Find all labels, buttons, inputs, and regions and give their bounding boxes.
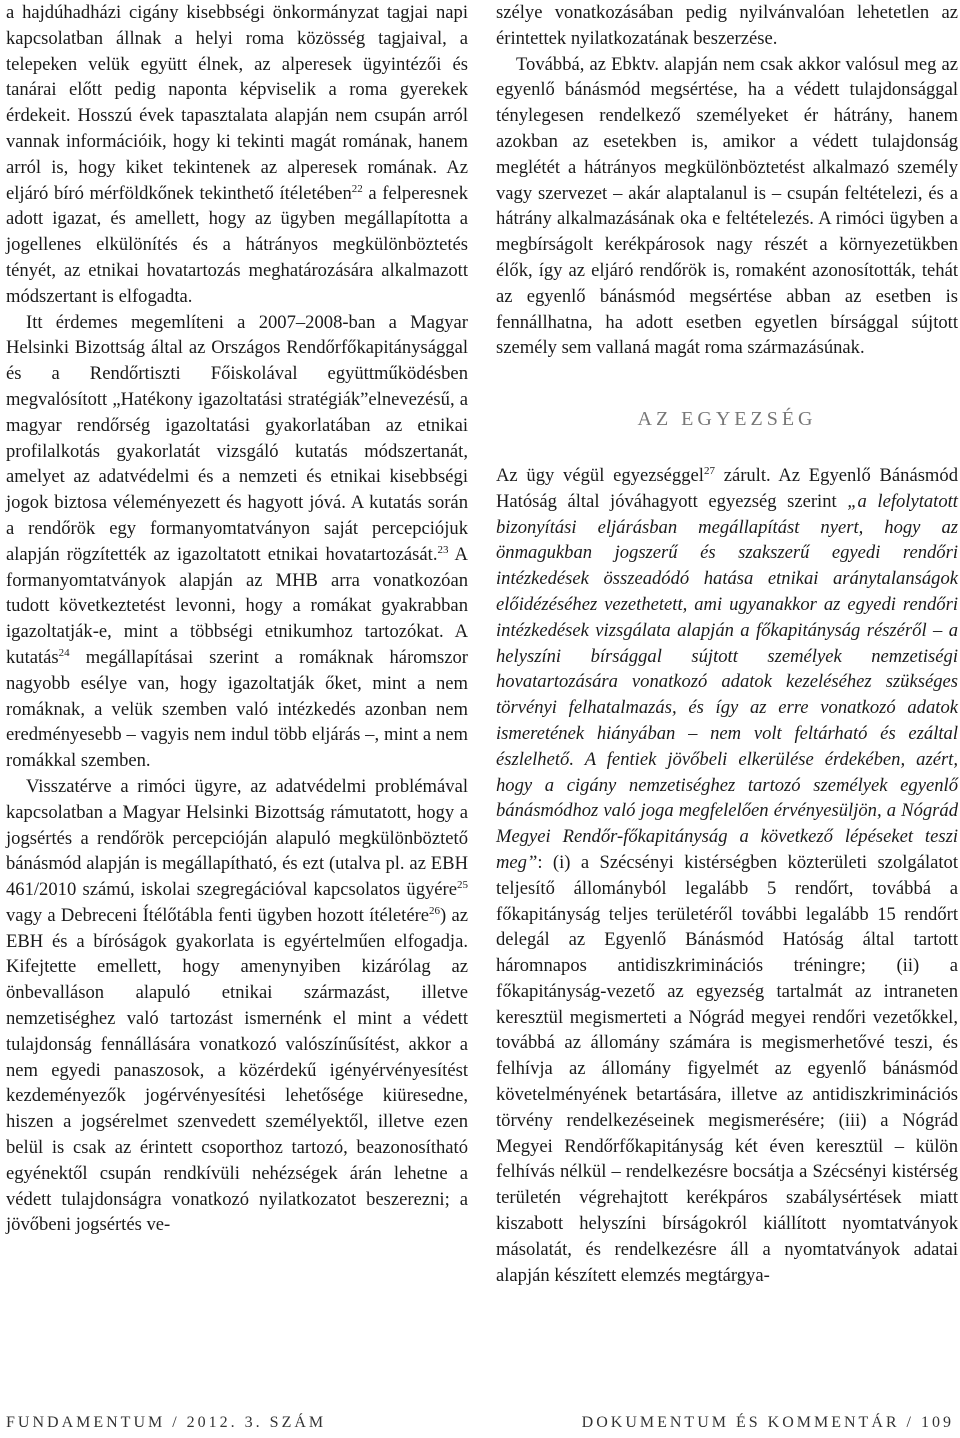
text-run: vagy a Debreceni Ítélőtábla fenti ügyben hozott ítéletére	[6, 904, 430, 926]
paragraph	[496, 463, 958, 1289]
footnote-ref[interactable]: 23	[437, 543, 449, 556]
text-run: : (i) a Szécsényi kistérségben közterületi szolgálatot teljesítő állományból legalább 5 rendőrt, továbbá a főkapitányság teljes területéről további legalább 15 rendőrt delegál az Egyenlő Bánásmód Hatóság által tartott háromnapos antidiszkriminációs tréningre; (ii) a főkapitányság-vezető az egyezség tartalmát az intraneten keresztül megismerteti a Nógrád megyei rendőri vezetőkkel, továbbá az állomány számára is megismerhetővé teszi, és felhívja az állomány figyelmét az egyenlő bánásmód követelményének betartására, illetve az antidiszkriminációs törvény rendelkezéseinek megismerésére; (iii) a Nógrád Megyei Rendőrfőkapitányság két éven keresztül – külön felhívás nélkül – rendelkezésre bocsátja a Szécsényi kistérség területén végrehajtott kerékpáros szabálysértések miatt kiszabott helyszíni bírságokról kiállított nyomtatványok másolatát, és rendelkezésre áll a nyomtatványok adatai alapján készített elemzés megtárgya-	[496, 851, 958, 1286]
text-run: Itt érdemes megemlíteni a 2007–2008-ban a Magyar Helsinki Bizottság által az Országos Rendőrfőkapitánysággal és a Rendőrtiszti Főiskolával együttműködésben megvalósított „Hatékony igazoltatási stratégiák”elnevezésű, a magyar rendőrség igazoltatási gyakorlatában az etnikai profilalkotás gyakorlatát vizsgáló kutatás módszertanát, amelyet az adatvédelmi és a nemzeti és etnikai kisebbségi jogok biztosa véleményezett és hagyott jóvá. A kutatás során a rendőrök egy formanyomtatványon saját percepciójuk alapján rögzítették az igazoltatott etnikai hovatartozását.	[6, 311, 468, 565]
left-column	[6, 0, 468, 1238]
right-column	[496, 0, 958, 1288]
footnote-ref[interactable]: 22	[351, 182, 363, 195]
footnote-ref[interactable]: 25	[457, 878, 468, 891]
text-run: a hajdúhadházi cigány kisebbségi önkormányzat tagjai napi kapcsolatban állnak a helyi roma közösség tagjaival, a telepeken velük együtt élnek, az alperesek ügyintézői és tanárai előtt pedig naponta képviselik a roma gyerekek érdekeit. Hosszú évek tapasztalata alapján nem csupán arról vannak információik, hogy ki tekinti magát romának, hanem arról is, hogy kiket tekintenek az alperesek romának. Az eljáró bíró mérföldkőnek tekinthető ítéletében	[6, 2, 468, 204]
paragraph	[6, 310, 468, 774]
quotation: „a lefolytatott bizonyítási eljárásban megállapítást nyert, hogy az önmagukban jogszerű és szakszerű egyedi rendőri intézkedések összeadódó hatása etnikai aránytalanságok előidézéséhez vezethetett, ami ugyanakkor az egyedi rendőri intézkedések vizsgálata alapján a főkapitányság részéről – a helyszíni bírsággal sújtott személyek nemzetiségi hovatartozására vonatkozó adatok kezeléséhez szükséges törvényi felhatalmazás, és így az erre vonatkozó adatok ismeretének hiányában – nem volt feltárható és ezáltal észlelhető. A fentiek jövőbeli elkerülése érdekében, azért, hogy a cigány nemzetiséghez tartozó személyek egyenlő bánásmódhoz való joga megfelelően érvényesüljön, a Nógrád Megyei Rendőr-főkapitányság a következő lépéseket teszi meg”	[496, 490, 958, 873]
footnote-ref[interactable]: 27	[703, 464, 715, 477]
footer-section-page: DOKUMENTUM ÉS KOMMENTÁR / 109	[581, 1414, 954, 1431]
section-heading: AZ EGYEZSÉG	[637, 408, 817, 431]
text-run: zárult. Az Egyenlő Bánásmód Hatóság által jóváhagyott egyezség szerint	[496, 464, 958, 512]
paragraph: szélye vonatkozásában pedig nyilvánvalóan lehetetlen az érintettek nyilatkozatának beszerzése.	[496, 2, 958, 49]
text-run: megállapításai szerint a romáknak háromszor nagyobb esélye van, hogy igazoltatják őket, mint a nem romáknak, a velük szemben való intézkedés azonban nem eredményesebb – vagyis nem indul több eljárás –, mint a nem romákkal szemben.	[6, 646, 468, 772]
text-run: ) az EBH és a bíróságok gyakorlata is egyértelműen elfogadja. Kifejtette emellett, hogy amenynyiben kizárólag az önbevalláson alapuló etnikai származást, illetve nemzetiséghez való tartozást ismernénk el mint a védett tulajdonság fennállására vonatkozó valószínűsítést, akkor a nem egyedi panaszosok, a közérdekű igényérvényesítést kezdeményezők jogérvényesítési lehetősége kiüresedne, hiszen a jogsérelmet szenvedett személyektől, illetve ezen belül is csak az érintett csoporthoz tartozó, beazonosítható egyénektől csupán rendkívüli nehézségek árán lehetne a védett tulajdonságra vonatkozó nyilatkozatot beszerezni; a jövőbeni jogsértés ve-	[6, 904, 468, 1236]
footnote-ref[interactable]: 24	[58, 646, 70, 659]
paragraph	[6, 774, 468, 1238]
paragraph	[6, 0, 468, 310]
footnote-ref[interactable]: 26	[429, 904, 441, 917]
text-run: A formanyomtatványok alapján az MHB arra vonatkozóan tudott következtetést levonni, hogy a romákat gyakrabban igazoltatják-e, mint a többségi etnikumhoz tartozókat. A kutatás	[6, 543, 468, 668]
paragraph: Továbbá, az Ebktv. alapján nem csak akkor valósul meg az egyenlő bánásmód megsértése, ha a védett tulajdonsággal ténylegesen rendelkező személyeket ér hátrány, hanem azokban az esetekben is, amikor a védett tulajdonság meglétét a hátrányos megkülönböztetést alkalmazó személy vagy szervezet – akár alaptalanul is – csupán feltételezi, és a hátrány alkalmazásának oka e feltételezés. A rimóci ügyben a megbírságolt kerékpárosok nagy részét a környezetükben élők, így az eljáró rendőrök is, romaként azonosították, tehát az egyenlő bánásmód megsértése abban az esetben is fennállhatna, ha adott esetben egyetlen bírsággal sújtott személy sem vallaná magát roma származásúnak.	[496, 53, 958, 359]
text-run: Az ügy végül egyezséggel	[496, 464, 704, 486]
footer-journal: FUNDAMENTUM / 2012. 3. SZÁM	[6, 1414, 327, 1431]
text-run: Visszatérve a rimóci ügyre, az adatvédelmi problémával kapcsolatban a Magyar Helsinki Bizottság rámutatott, hogy a jogsértés a rendőrök percepcióján alapuló megkülönböztető bánásmód alapján is megállapítható, és ezt (utalva pl. az EBH 461/2010 számú, iskolai szegregációval kapcsolatos ügyére	[6, 775, 468, 901]
text-run: a felperesnek adott igazat, és amellett, hogy az ügyben megállapította a jogellenes elkülönítés és a hátrányos megkülönböztetés tényét, az etnikai hovatartozás meghatározására alkalmazott módszertant is elfogadta.	[6, 182, 468, 307]
